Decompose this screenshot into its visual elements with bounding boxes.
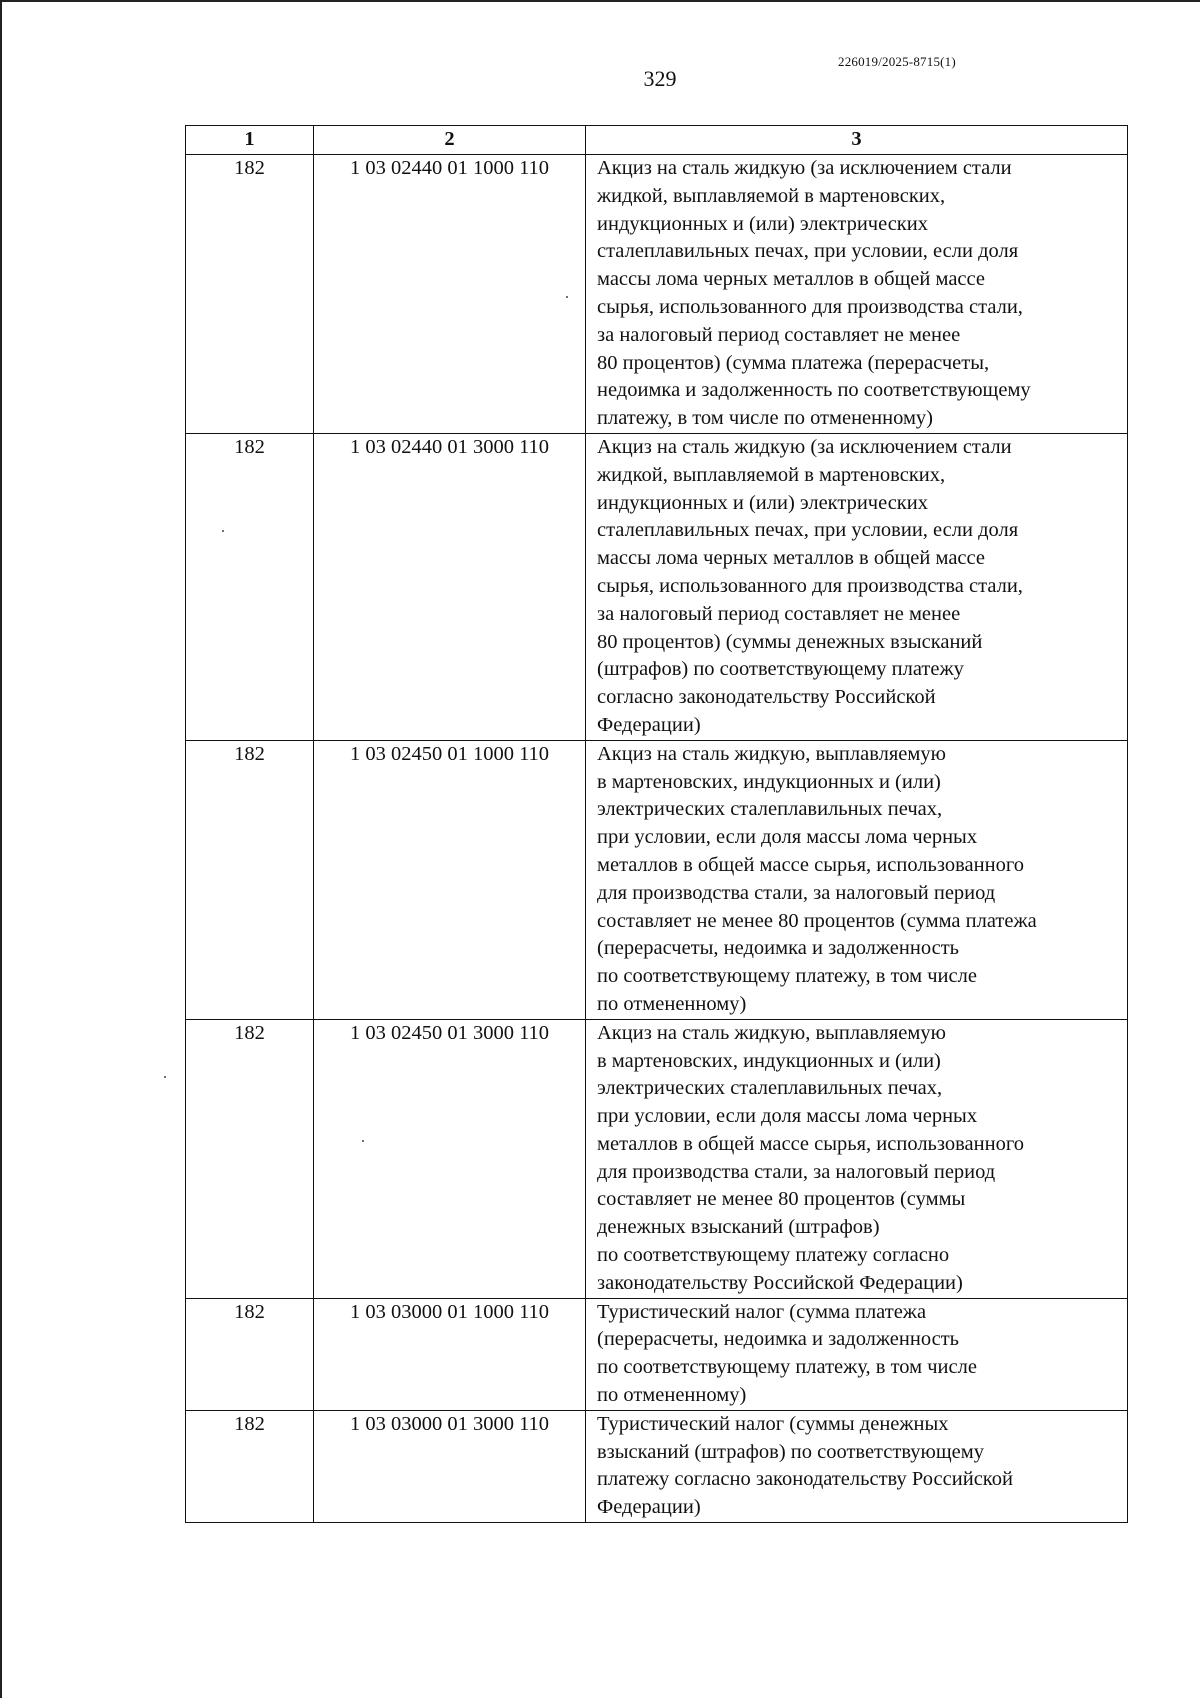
table-body [186, 155, 1128, 1523]
scan-speck [222, 530, 224, 532]
admin-code-cell: 182 [186, 155, 314, 434]
description-line: по соответствующему платежу, в том числе [597, 1356, 977, 1379]
description-line: для производства стали, за налоговый период [597, 881, 996, 904]
description-line: для производства стали, за налоговый период [597, 1160, 996, 1183]
budget-classification-code-cell: 1 03 02440 01 1000 110 [314, 155, 586, 434]
admin-code-cell: 182 [186, 740, 314, 1019]
admin-code-cell: 182 [186, 433, 314, 740]
description-line: (перерасчеты, недоимка и задолженность [597, 1328, 960, 1351]
description-line: Туристический налог (сумма платежа [597, 1300, 927, 1323]
description-line: платежу согласно законодательству Российской [597, 1468, 1013, 1491]
description-line: 80 процентов) (суммы денежных взысканий [597, 630, 983, 653]
description-line: жидкой, выплавляемой в мартеновских, [597, 463, 946, 486]
description-line: за налоговый период составляет не менее [597, 602, 961, 625]
description-line: Федерации) [597, 1496, 701, 1519]
column-header-2: 2 [314, 126, 586, 155]
description-line: 80 процентов) (сумма платежа (перерасчеты, [597, 351, 990, 374]
budget-classification-code-cell: 1 03 03000 01 1000 110 [314, 1298, 586, 1410]
description-line: жидкой, выплавляемой в мартеновских, [597, 184, 946, 207]
table-header-row [186, 126, 1128, 155]
description-line: индукционных и (или) электрических [597, 491, 928, 514]
description-line: массы лома черных металлов в общей массе [597, 547, 985, 570]
revenue-description-cell [586, 155, 1128, 434]
scan-speck [164, 1076, 166, 1078]
description-line: за налоговый период составляет не менее [597, 323, 961, 346]
description-line: Туристический налог (суммы денежных [597, 1412, 949, 1435]
description-line: при условии, если доля массы лома черных [597, 1105, 978, 1128]
budget-classification-code-cell: 1 03 02450 01 3000 110 [314, 1019, 586, 1298]
description-line: металлов в общей массе сырья, использованного [597, 1132, 1024, 1155]
description-line: составляет не менее 80 процентов (сумма платежа [597, 909, 1037, 932]
description-line: массы лома черных металлов в общей массе [597, 268, 985, 291]
description-line: платежу, в том числе по отмененному) [597, 407, 933, 430]
description-line: денежных взысканий (штрафов) [597, 1216, 880, 1239]
admin-code-cell: 182 [186, 1410, 314, 1522]
description-line: (штрафов) по соответствующему платежу [597, 658, 964, 681]
description-line: Акциз на сталь жидкую, выплавляемую [597, 1021, 946, 1044]
description-line: металлов в общей массе сырья, использованного [597, 853, 1024, 876]
description-line: сырья, использованного для производства стали, [597, 295, 1023, 318]
description-line: сырья, использованного для производства стали, [597, 574, 1023, 597]
description-line: по соответствующему платежу согласно [597, 1244, 950, 1267]
description-line: составляет не менее 80 процентов (суммы [597, 1188, 966, 1211]
budget-codes-table-container [185, 125, 1127, 1523]
description-line: при условии, если доля массы лома черных [597, 826, 978, 849]
description-line: Акциз на сталь жидкую (за исключением стали [597, 157, 1012, 179]
revenue-description-cell [586, 740, 1128, 1019]
description-line: Акциз на сталь жидкую, выплавляемую [597, 742, 946, 765]
table-row [186, 1019, 1128, 1298]
description-line: Федерации) [597, 713, 701, 736]
document-registration-number: 226019/2025-8715(1) [838, 54, 956, 69]
budget-codes-table [185, 125, 1128, 1523]
table-row [186, 155, 1128, 434]
description-line: сталеплавильных печах, при условии, если доля [597, 240, 1019, 263]
revenue-description-cell [586, 1410, 1128, 1522]
revenue-description-cell [586, 433, 1128, 740]
admin-code-cell: 182 [186, 1298, 314, 1410]
description-line: электрических сталеплавильных печах, [597, 798, 943, 821]
description-line: в мартеновских, индукционных и (или) [597, 1049, 941, 1072]
description-line: сталеплавильных печах, при условии, если доля [597, 519, 1019, 542]
column-header-1: 1 [186, 126, 314, 155]
description-line: законодательству Российской Федерации) [597, 1271, 963, 1294]
page-number: 329 [643, 66, 677, 91]
budget-classification-code-cell: 1 03 02440 01 3000 110 [314, 433, 586, 740]
description-line: электрических сталеплавильных печах, [597, 1077, 943, 1100]
table-row [186, 740, 1128, 1019]
table-header [186, 126, 1128, 155]
budget-classification-code-cell: 1 03 02450 01 1000 110 [314, 740, 586, 1019]
description-line: по соответствующему платежу, в том числе [597, 965, 977, 988]
scan-speck [566, 296, 568, 298]
description-line: (перерасчеты, недоимка и задолженность [597, 937, 960, 960]
description-line: в мартеновских, индукционных и (или) [597, 770, 941, 793]
description-line: недоимка и задолженность по соответствующему [597, 379, 1031, 402]
table-row [186, 433, 1128, 740]
table-row [186, 1410, 1128, 1522]
description-line: индукционных и (или) электрических [597, 212, 928, 235]
revenue-description-cell [586, 1019, 1128, 1298]
description-line: Акциз на сталь жидкую (за исключением стали [597, 435, 1012, 458]
page-border-top [0, 0, 1200, 2]
page-border-left [0, 0, 2, 1698]
admin-code-cell: 182 [186, 1019, 314, 1298]
description-line: по отмененному) [597, 1384, 747, 1407]
description-line: взысканий (штрафов) по соответствующему [597, 1440, 984, 1463]
description-line: по отмененному) [597, 992, 747, 1015]
revenue-description-cell [586, 1298, 1128, 1410]
scan-speck [362, 1140, 364, 1142]
budget-classification-code-cell: 1 03 03000 01 3000 110 [314, 1410, 586, 1522]
description-line: согласно законодательству Российской [597, 686, 936, 709]
column-header-3: 3 [586, 126, 1128, 155]
table-row [186, 1298, 1128, 1410]
